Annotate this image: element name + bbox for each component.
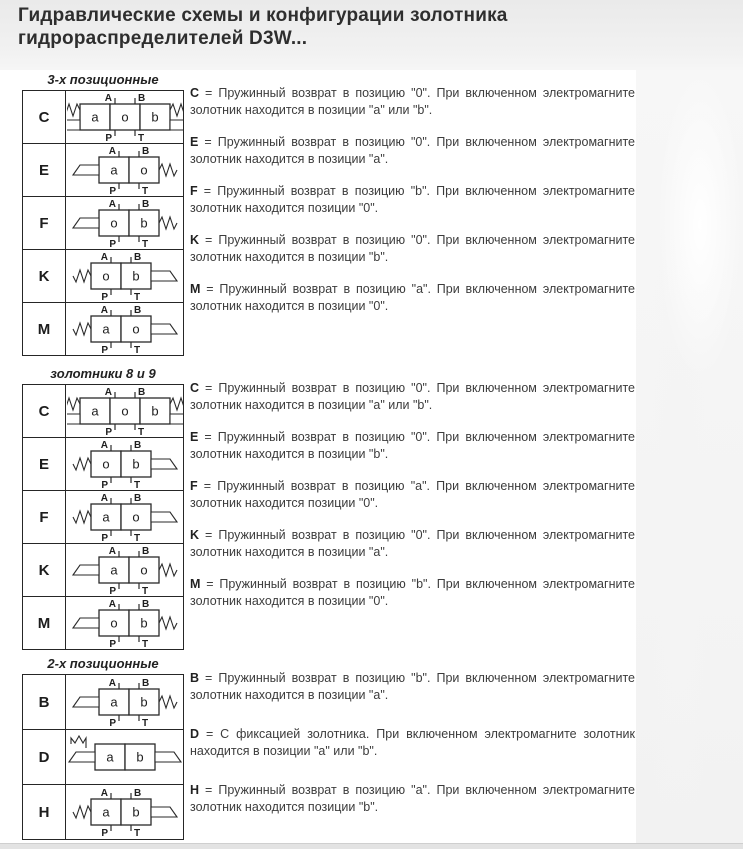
spool-letter: B [23, 675, 66, 729]
spool-letter: F [23, 491, 66, 543]
valve-diagram [66, 250, 183, 302]
svg-text:T: T [133, 292, 140, 302]
svg-text:A: A [104, 93, 112, 104]
valve-symbol [67, 91, 183, 143]
spool-description: K = Пружинный возврат в позицию "0". При включенном электромагните золотник находится в позиции "b". [190, 233, 635, 264]
valve-diagram [66, 675, 183, 729]
svg-text:A: A [100, 440, 108, 451]
spool-description-letter: E [190, 135, 199, 149]
svg-text:a: a [90, 109, 99, 125]
spool-letter: C [23, 91, 66, 143]
svg-text:a: a [90, 403, 99, 419]
svg-text:A: A [108, 146, 116, 157]
spool-description-letter: F [190, 479, 198, 493]
valve-diagram [66, 785, 183, 839]
svg-text:P: P [104, 427, 112, 437]
svg-text:P: P [108, 186, 116, 196]
spool-description-letter: F [190, 184, 198, 198]
svg-text:A: A [108, 546, 116, 557]
spool-description: K = Пружинный возврат в позицию "0". При включенном электромагните золотник находится в позиции "a". [190, 528, 635, 559]
valve-diagram [66, 91, 183, 143]
svg-text:T: T [141, 639, 148, 649]
svg-text:B: B [141, 146, 149, 157]
svg-text:B: B [141, 199, 149, 210]
svg-text:a: a [101, 321, 110, 337]
spool-description-letter: D [190, 727, 200, 741]
spool-letter: K [23, 250, 66, 302]
spool-description-letter: H [190, 783, 200, 797]
table-row [23, 302, 183, 355]
spool-letter: M [23, 597, 66, 649]
svg-text:A: A [108, 599, 116, 610]
svg-text:o: o [120, 109, 129, 125]
svg-text:P: P [108, 586, 116, 596]
spool-description: M = Пружинный возврат в позицию "b". При включенном электромагните золотник находится в позиции "0". [190, 577, 635, 608]
spool-letter: D [23, 730, 66, 784]
spool-letter: E [23, 438, 66, 490]
spool-letter: F [23, 197, 66, 249]
valve-symbol [67, 676, 183, 728]
svg-text:b: b [150, 109, 159, 125]
table-row [23, 490, 183, 543]
table-row [23, 596, 183, 649]
svg-text:P: P [108, 639, 116, 649]
valve-diagram [66, 144, 183, 196]
spool-description: D = С фиксацией золотника. При включенном электромагните золотник находится в позиции "a" или "b". [190, 727, 635, 758]
svg-text:b: b [139, 215, 148, 231]
section-heading: золотники 8 и 9 [50, 366, 156, 381]
svg-text:o: o [131, 509, 140, 525]
valve-diagram [66, 544, 183, 596]
svg-text:A: A [100, 252, 108, 263]
valve-symbol [67, 544, 183, 596]
table-row [23, 543, 183, 596]
table-row [23, 729, 183, 784]
svg-text:o: o [109, 615, 118, 631]
spool-letter: M [23, 303, 66, 355]
svg-text:B: B [137, 93, 145, 104]
svg-text:A: A [100, 493, 108, 504]
spool-letter: K [23, 544, 66, 596]
svg-text:B: B [133, 788, 141, 799]
svg-text:a: a [105, 749, 114, 765]
svg-text:a: a [109, 162, 118, 178]
svg-text:o: o [139, 562, 148, 578]
table-row [23, 143, 183, 196]
table-row [23, 91, 183, 143]
svg-text:T: T [133, 533, 140, 543]
background-texture [636, 70, 743, 844]
spool-letter: C [23, 385, 66, 437]
spool-description: E = Пружинный возврат в позицию "0". При включенном электромагните золотник находится в позиции "a". [190, 135, 635, 166]
svg-text:P: P [100, 828, 108, 838]
svg-text:o: o [131, 321, 140, 337]
svg-text:a: a [109, 562, 118, 578]
spool-letter: E [23, 144, 66, 196]
valve-symbol [67, 786, 183, 838]
spool-description-letter: C [190, 86, 200, 100]
table-row [23, 249, 183, 302]
spool-table [22, 674, 184, 840]
valve-diagram [66, 197, 183, 249]
spool-table [22, 90, 184, 356]
valve-symbol [67, 303, 183, 355]
valve-diagram [66, 597, 183, 649]
table-row [23, 784, 183, 839]
valve-symbol [67, 438, 183, 490]
svg-text:a: a [109, 694, 118, 710]
spool-description-letter: K [190, 233, 200, 247]
svg-text:P: P [100, 480, 108, 490]
spool-description-letter: K [190, 528, 200, 542]
spool-description: E = Пружинный возврат в позицию "0". При включенном электромагните золотник находится в позиции "b". [190, 430, 635, 461]
svg-text:P: P [108, 239, 116, 249]
svg-text:b: b [150, 403, 159, 419]
table-row [23, 437, 183, 490]
table-row [23, 385, 183, 437]
spool-letter: H [23, 785, 66, 839]
svg-text:B: B [133, 440, 141, 451]
valve-symbol [67, 197, 183, 249]
valve-symbol [67, 731, 183, 783]
valve-symbol [67, 250, 183, 302]
valve-symbol [67, 491, 183, 543]
spool-description-letter: B [190, 671, 200, 685]
valve-symbol [67, 597, 183, 649]
spool-descriptions [190, 380, 635, 625]
valve-diagram [66, 385, 183, 437]
valve-diagram [66, 303, 183, 355]
svg-text:T: T [133, 828, 140, 838]
svg-text:b: b [131, 268, 140, 284]
svg-text:b: b [139, 694, 148, 710]
svg-text:B: B [133, 305, 141, 316]
svg-text:o: o [109, 215, 118, 231]
svg-text:P: P [108, 718, 116, 728]
svg-text:T: T [141, 239, 148, 249]
table-row [23, 675, 183, 729]
valve-diagram [66, 438, 183, 490]
svg-text:B: B [133, 252, 141, 263]
page-title: Гидравлические схемы и конфигурации золотника гидрораспределителей D3W... [18, 5, 508, 49]
svg-text:a: a [101, 509, 110, 525]
spool-description: H = Пружинный возврат в позицию "a". При включенном электромагните золотник находится позиции "b". [190, 783, 635, 814]
spool-description-letter: M [190, 282, 201, 296]
spool-descriptions [190, 670, 635, 838]
svg-text:B: B [141, 546, 149, 557]
svg-text:P: P [104, 133, 112, 143]
svg-text:b: b [131, 804, 140, 820]
svg-text:T: T [141, 186, 148, 196]
valve-symbol [67, 385, 183, 437]
svg-text:b: b [131, 456, 140, 472]
spool-description-letter: M [190, 577, 201, 591]
spool-table [22, 384, 184, 650]
svg-text:P: P [100, 533, 108, 543]
svg-text:a: a [101, 804, 110, 820]
spool-description-letter: C [190, 381, 200, 395]
svg-text:A: A [100, 305, 108, 316]
svg-text:T: T [141, 718, 148, 728]
spool-description: F = Пружинный возврат в позицию "b". При включенном электромагните золотник находится позиции "0". [190, 184, 635, 215]
spool-description: F = Пружинный возврат в позицию "a". При включенном электромагните золотник находится позиции "0". [190, 479, 635, 510]
svg-text:P: P [100, 292, 108, 302]
svg-text:A: A [100, 788, 108, 799]
valve-diagram [66, 730, 183, 784]
section-heading: 2-х позиционные [47, 656, 159, 671]
svg-text:B: B [141, 678, 149, 689]
valve-symbol [67, 144, 183, 196]
svg-text:b: b [139, 615, 148, 631]
svg-text:B: B [133, 493, 141, 504]
spool-description: C = Пружинный возврат в позицию "0". При включенном электромагните золотник находится в позиции "a" или "b". [190, 86, 635, 117]
svg-text:b: b [135, 749, 144, 765]
svg-text:A: A [108, 678, 116, 689]
spool-description: M = Пружинный возврат в позицию "a". При включенном электромагните золотник находится в позиции "0". [190, 282, 635, 313]
svg-text:B: B [137, 387, 145, 398]
spool-description: C = Пружинный возврат в позицию "0". При включенном электромагните золотник находится в позиции "a" или "b". [190, 381, 635, 412]
valve-diagram [66, 491, 183, 543]
spool-descriptions [190, 85, 635, 330]
svg-text:o: o [120, 403, 129, 419]
svg-text:T: T [133, 480, 140, 490]
svg-text:A: A [104, 387, 112, 398]
svg-text:o: o [101, 268, 110, 284]
svg-text:o: o [139, 162, 148, 178]
svg-text:o: o [101, 456, 110, 472]
table-row [23, 196, 183, 249]
bottom-divider [0, 843, 743, 849]
section-heading: 3-х позиционные [47, 72, 159, 87]
svg-text:T: T [141, 586, 148, 596]
svg-text:T: T [133, 345, 140, 355]
spool-description-letter: E [190, 430, 199, 444]
svg-text:T: T [137, 133, 144, 143]
spool-description: B = Пружинный возврат в позицию "b". При включенном электромагните золотник находится в позиции "a". [190, 671, 635, 702]
svg-text:T: T [137, 427, 144, 437]
svg-text:B: B [141, 599, 149, 610]
svg-text:A: A [108, 199, 116, 210]
svg-text:P: P [100, 345, 108, 355]
